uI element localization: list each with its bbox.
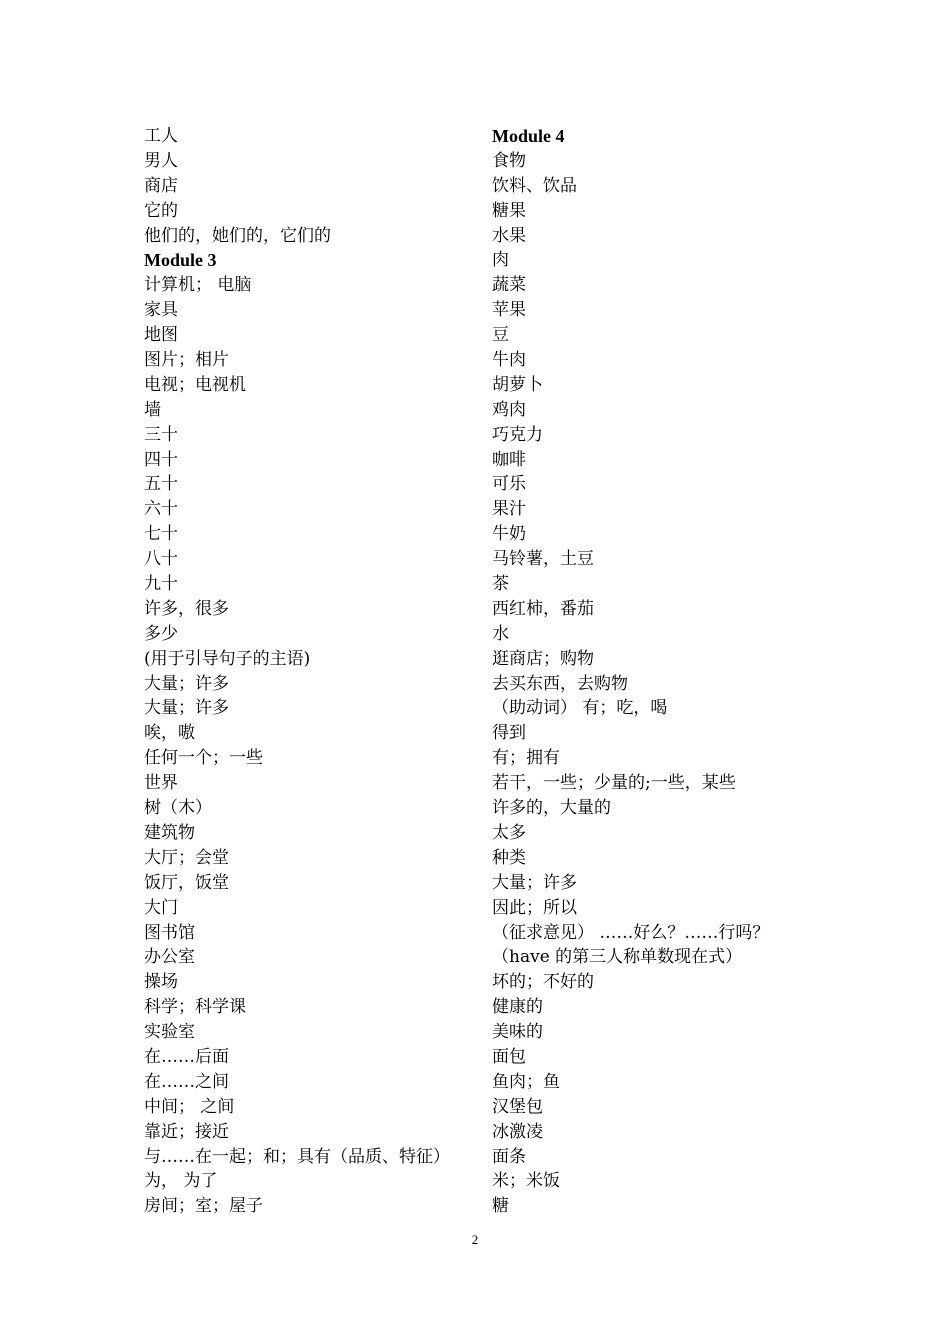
vocabulary-entry: 房间；室；屋子 <box>144 1196 263 1217</box>
vocabulary-entry: 逛商店；购物 <box>492 648 594 669</box>
vocabulary-entry: 大量；许多 <box>144 698 229 719</box>
vocabulary-entry: （助动词） 有；吃，喝 <box>492 698 668 719</box>
vocabulary-entry: 坏的；不好的 <box>492 972 594 993</box>
vocabulary-entry: 商店 <box>144 175 178 196</box>
vocabulary-entry: 他们的，她们的，它们的 <box>144 225 331 246</box>
vocabulary-entry: 去买东西，去购物 <box>492 673 628 694</box>
vocabulary-entry: 豆 <box>492 325 509 346</box>
vocabulary-entry: （have 的第三人称单数现在式） <box>492 947 743 968</box>
vocabulary-entry: 唉，嗷 <box>144 723 195 744</box>
vocabulary-entry: 图片；相片 <box>144 350 229 371</box>
vocabulary-entry: 中间； 之间 <box>144 1096 235 1117</box>
vocabulary-entry: 得到 <box>492 723 526 744</box>
vocabulary-entry: 图书馆 <box>144 922 195 943</box>
vocabulary-entry: 许多，很多 <box>144 598 229 619</box>
vocabulary-entry: （征求意见） ……好么？……行吗？ <box>492 922 770 943</box>
vocabulary-entry: 它的 <box>144 200 178 221</box>
vocabulary-entry: 男人 <box>144 150 178 171</box>
vocabulary-entry: 健康的 <box>492 997 543 1018</box>
vocabulary-entry: 八十 <box>144 549 178 570</box>
vocabulary-entry: 食物 <box>492 150 526 171</box>
vocabulary-entry: 西红柿，番茄 <box>492 598 594 619</box>
vocabulary-entry: 九十 <box>144 574 178 595</box>
vocabulary-entry: 大量；许多 <box>144 673 229 694</box>
vocabulary-entry: 饮料、饮品 <box>492 175 577 196</box>
vocabulary-entry: 冰激凌 <box>492 1121 543 1142</box>
vocabulary-entry: 面包 <box>492 1046 526 1067</box>
vocabulary-entry: 办公室 <box>144 947 195 968</box>
vocabulary-entry: 马铃薯，土豆 <box>492 549 594 570</box>
vocabulary-entry: 工人 <box>144 126 178 146</box>
vocabulary-entry: 米；米饭 <box>492 1171 560 1192</box>
vocabulary-entry: 科学；科学课 <box>144 997 246 1018</box>
vocabulary-entry: 家具 <box>144 300 178 321</box>
vocabulary-entry: 水果 <box>492 225 526 246</box>
vocabulary-entry: 在……之间 <box>144 1071 229 1092</box>
vocabulary-entry: 胡萝卜 <box>492 374 543 395</box>
vocabulary-entry: 糖 <box>492 1196 509 1217</box>
vocabulary-entry: 因此；所以 <box>492 897 577 918</box>
vocabulary-entry: 五十 <box>144 474 178 495</box>
vocabulary-entry: 大门 <box>144 897 178 918</box>
vocabulary-entry: 汉堡包 <box>492 1096 543 1117</box>
vocabulary-entry: 咖啡 <box>492 449 526 470</box>
module-heading: Module 3 <box>144 250 217 271</box>
vocabulary-entry: 面条 <box>492 1146 526 1167</box>
vocabulary-entry: 三十 <box>144 424 178 445</box>
vocabulary-entry: 许多的，大量的 <box>492 798 611 819</box>
vocabulary-entry: 大量；许多 <box>492 872 577 893</box>
vocabulary-entry: 若干，一些；少量的;一些，某些 <box>492 773 736 794</box>
vocabulary-entry: 果汁 <box>492 499 526 520</box>
vocabulary-entry: 计算机； 电脑 <box>144 275 252 296</box>
vocabulary-entry: 糖果 <box>492 200 526 221</box>
vocabulary-entry: 墙 <box>144 399 161 420</box>
vocabulary-entry: 任何一个；一些 <box>144 748 263 769</box>
vocabulary-entry: 美味的 <box>492 1022 543 1043</box>
vocabulary-entry: 多少 <box>144 623 178 644</box>
vocabulary-entry: 水 <box>492 623 509 644</box>
page-number: 2 <box>471 1232 479 1247</box>
vocabulary-entry: 鱼肉；鱼 <box>492 1071 560 1092</box>
vocabulary-entry: 四十 <box>144 449 178 470</box>
vocabulary-entry: 七十 <box>144 524 178 545</box>
vocabulary-entry: 电视；电视机 <box>144 374 246 395</box>
vocabulary-entry: 牛奶 <box>492 524 526 545</box>
vocabulary-entry: 操场 <box>144 972 178 993</box>
vocabulary-entry: 可乐 <box>492 474 526 495</box>
vocabulary-entry: 巧克力 <box>492 424 543 445</box>
vocabulary-entry: 太多 <box>492 822 526 843</box>
vocabulary-entry: 有；拥有 <box>492 748 560 769</box>
vocabulary-entry: 大厅；会堂 <box>144 847 229 868</box>
vocabulary-entry: 牛肉 <box>492 350 526 371</box>
vocabulary-entry: 鸡肉 <box>492 399 526 420</box>
vocabulary-entry: 在……后面 <box>144 1046 229 1067</box>
vocabulary-entry: 苹果 <box>492 300 526 321</box>
vocabulary-entry: 肉 <box>492 250 509 271</box>
vocabulary-entry: 蔬菜 <box>492 275 526 296</box>
vocabulary-entry: 实验室 <box>144 1022 195 1043</box>
vocabulary-entry: 靠近；接近 <box>144 1121 229 1142</box>
vocabulary-entry: 种类 <box>492 847 526 868</box>
vocabulary-entry: 为， 为了 <box>144 1171 218 1192</box>
vocabulary-entry: 饭厅，饭堂 <box>144 872 229 893</box>
vocabulary-entry: 茶 <box>492 574 509 595</box>
vocabulary-entry: (用于引导句子的主语) <box>144 648 311 669</box>
right-word-column <box>492 124 822 1219</box>
vocabulary-entry: 世界 <box>144 773 178 794</box>
vocabulary-entry: 与……在一起；和；具有（品质、特征） <box>144 1146 450 1167</box>
vocabulary-entry: 六十 <box>144 499 178 520</box>
vocabulary-entry: 建筑物 <box>144 822 195 843</box>
vocabulary-entry: 树（木） <box>144 798 212 819</box>
module-heading: Module 4 <box>492 126 565 146</box>
vocabulary-entry: 地图 <box>144 325 178 346</box>
left-word-column <box>144 124 474 1219</box>
